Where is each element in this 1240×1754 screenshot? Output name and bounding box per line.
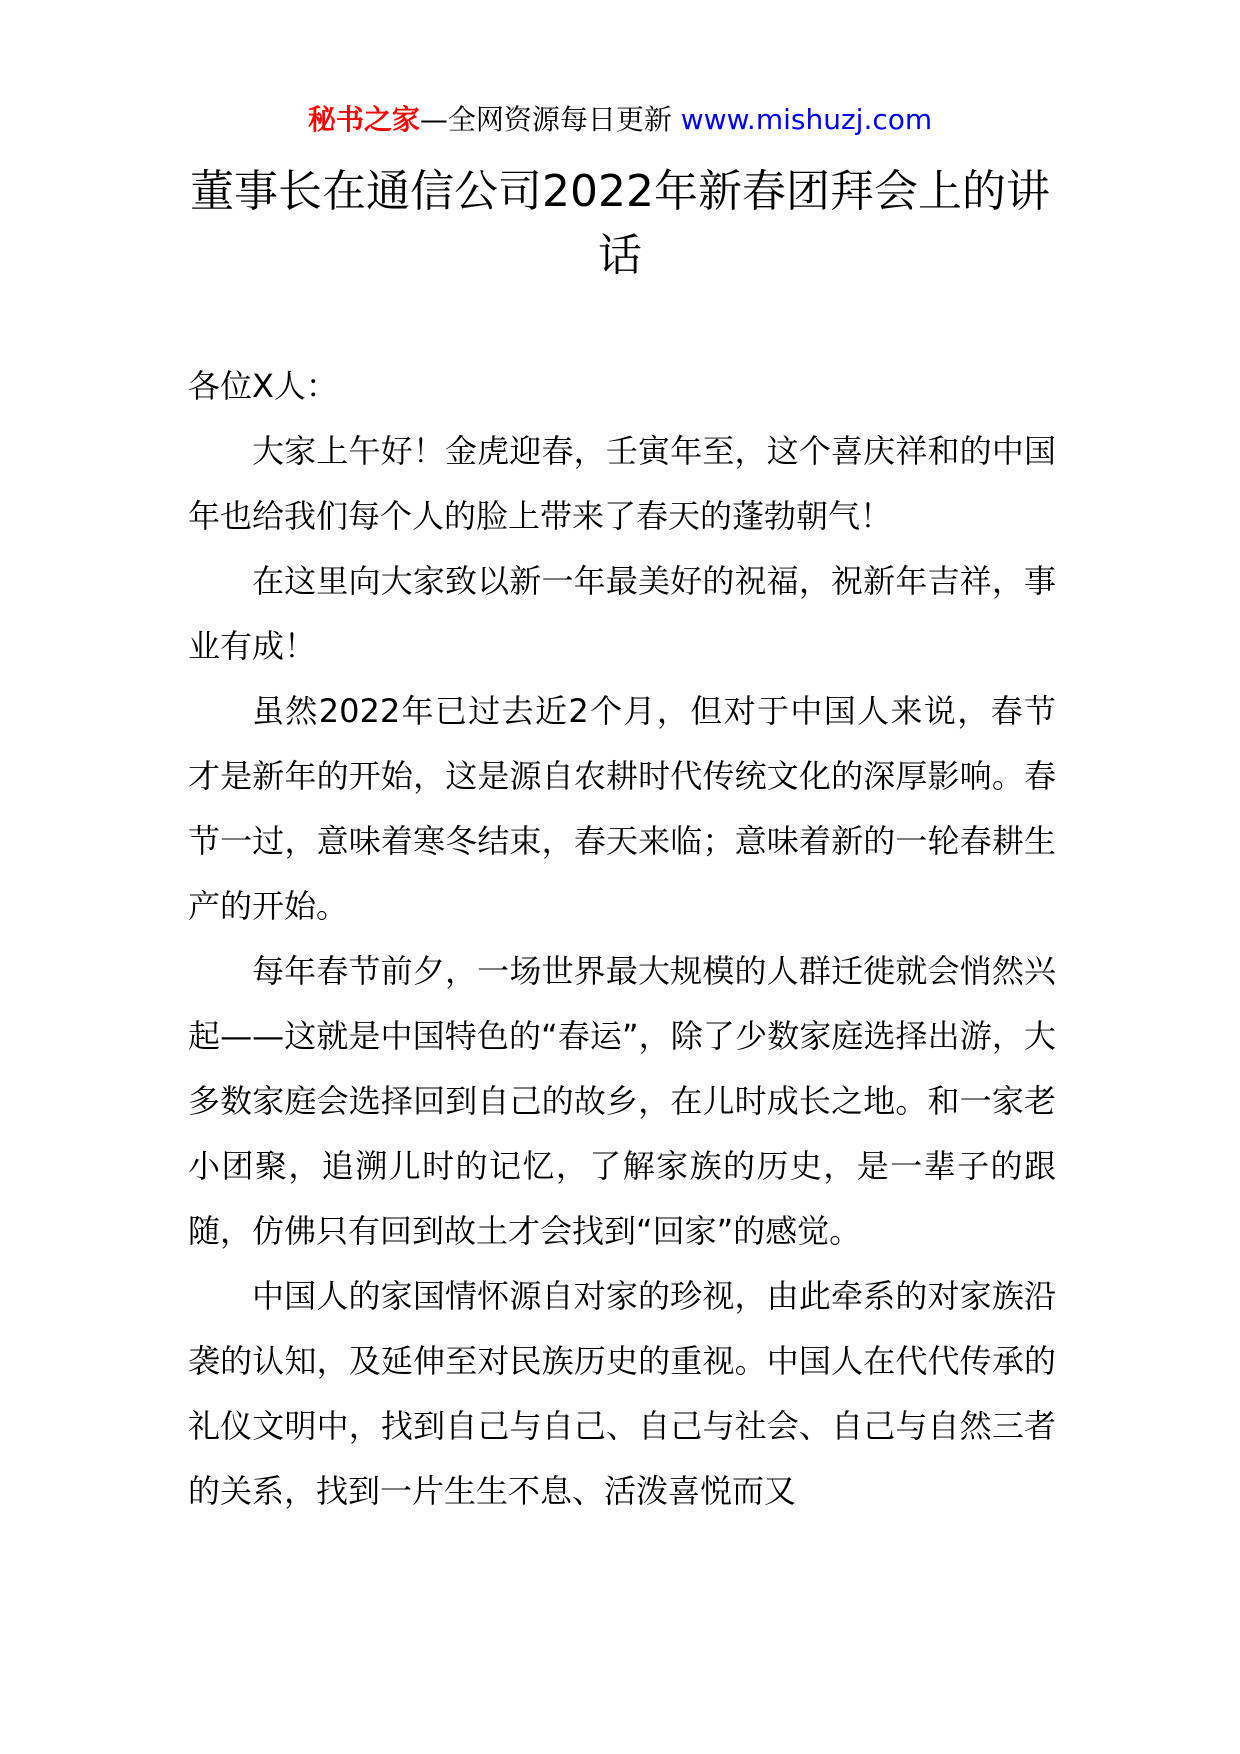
paragraph: 在这里向大家致以新一年最美好的祝福，祝新年吉祥，事业有成！ [188,562,1056,665]
header-tagline: —全网资源每日更新 [419,103,672,136]
site-header [0,100,1240,140]
site-url-link[interactable]: www.mishuzj.com [680,103,933,136]
paragraph: 虽然2022年已过去近2个月，但对于中国人来说，春节才是新年的开始，这是源自农耕时代传统文化的深厚影响。春节一过，意味着寒冬结束，春天来临；意味着新的一轮春耕生产的开始。 [188,692,1056,925]
brand-name: 秘书之家 [307,103,420,136]
paragraph: 大家上午好！金虎迎春，壬寅年至，这个喜庆祥和的中国年也给我们每个人的脸上带来了春天的蓬勃朝气！ [188,432,1056,535]
document-body [188,354,1056,1524]
paragraph: 中国人的家国情怀源自对家的珍视，由此牵系的对家族沿袭的认知，及延伸至对民族历史的重视。中国人在代代传承的礼仪文明中，找到自己与自己、自己与社会、自己与自然三者的关系，找到一片生生不息、活泼喜悦而又 [188,1277,1056,1510]
document-title: 董事长在通信公司2022年新春团拜会上的讲话 [190,166,1050,281]
paragraph: 每年春节前夕，一场世界最大规模的人群迁徙就会悄然兴起——这就是中国特色的“春运”，除了少数家庭选择出游，大多数家庭会选择回到自己的故乡，在儿时成长之地。和一家老小团聚，追溯儿时的记忆，了解家族的历史，是一辈子的跟随，仿佛只有回到故土才会找到“回家”的感觉。 [188,952,1056,1250]
salutation: 各位X人： [188,367,338,405]
